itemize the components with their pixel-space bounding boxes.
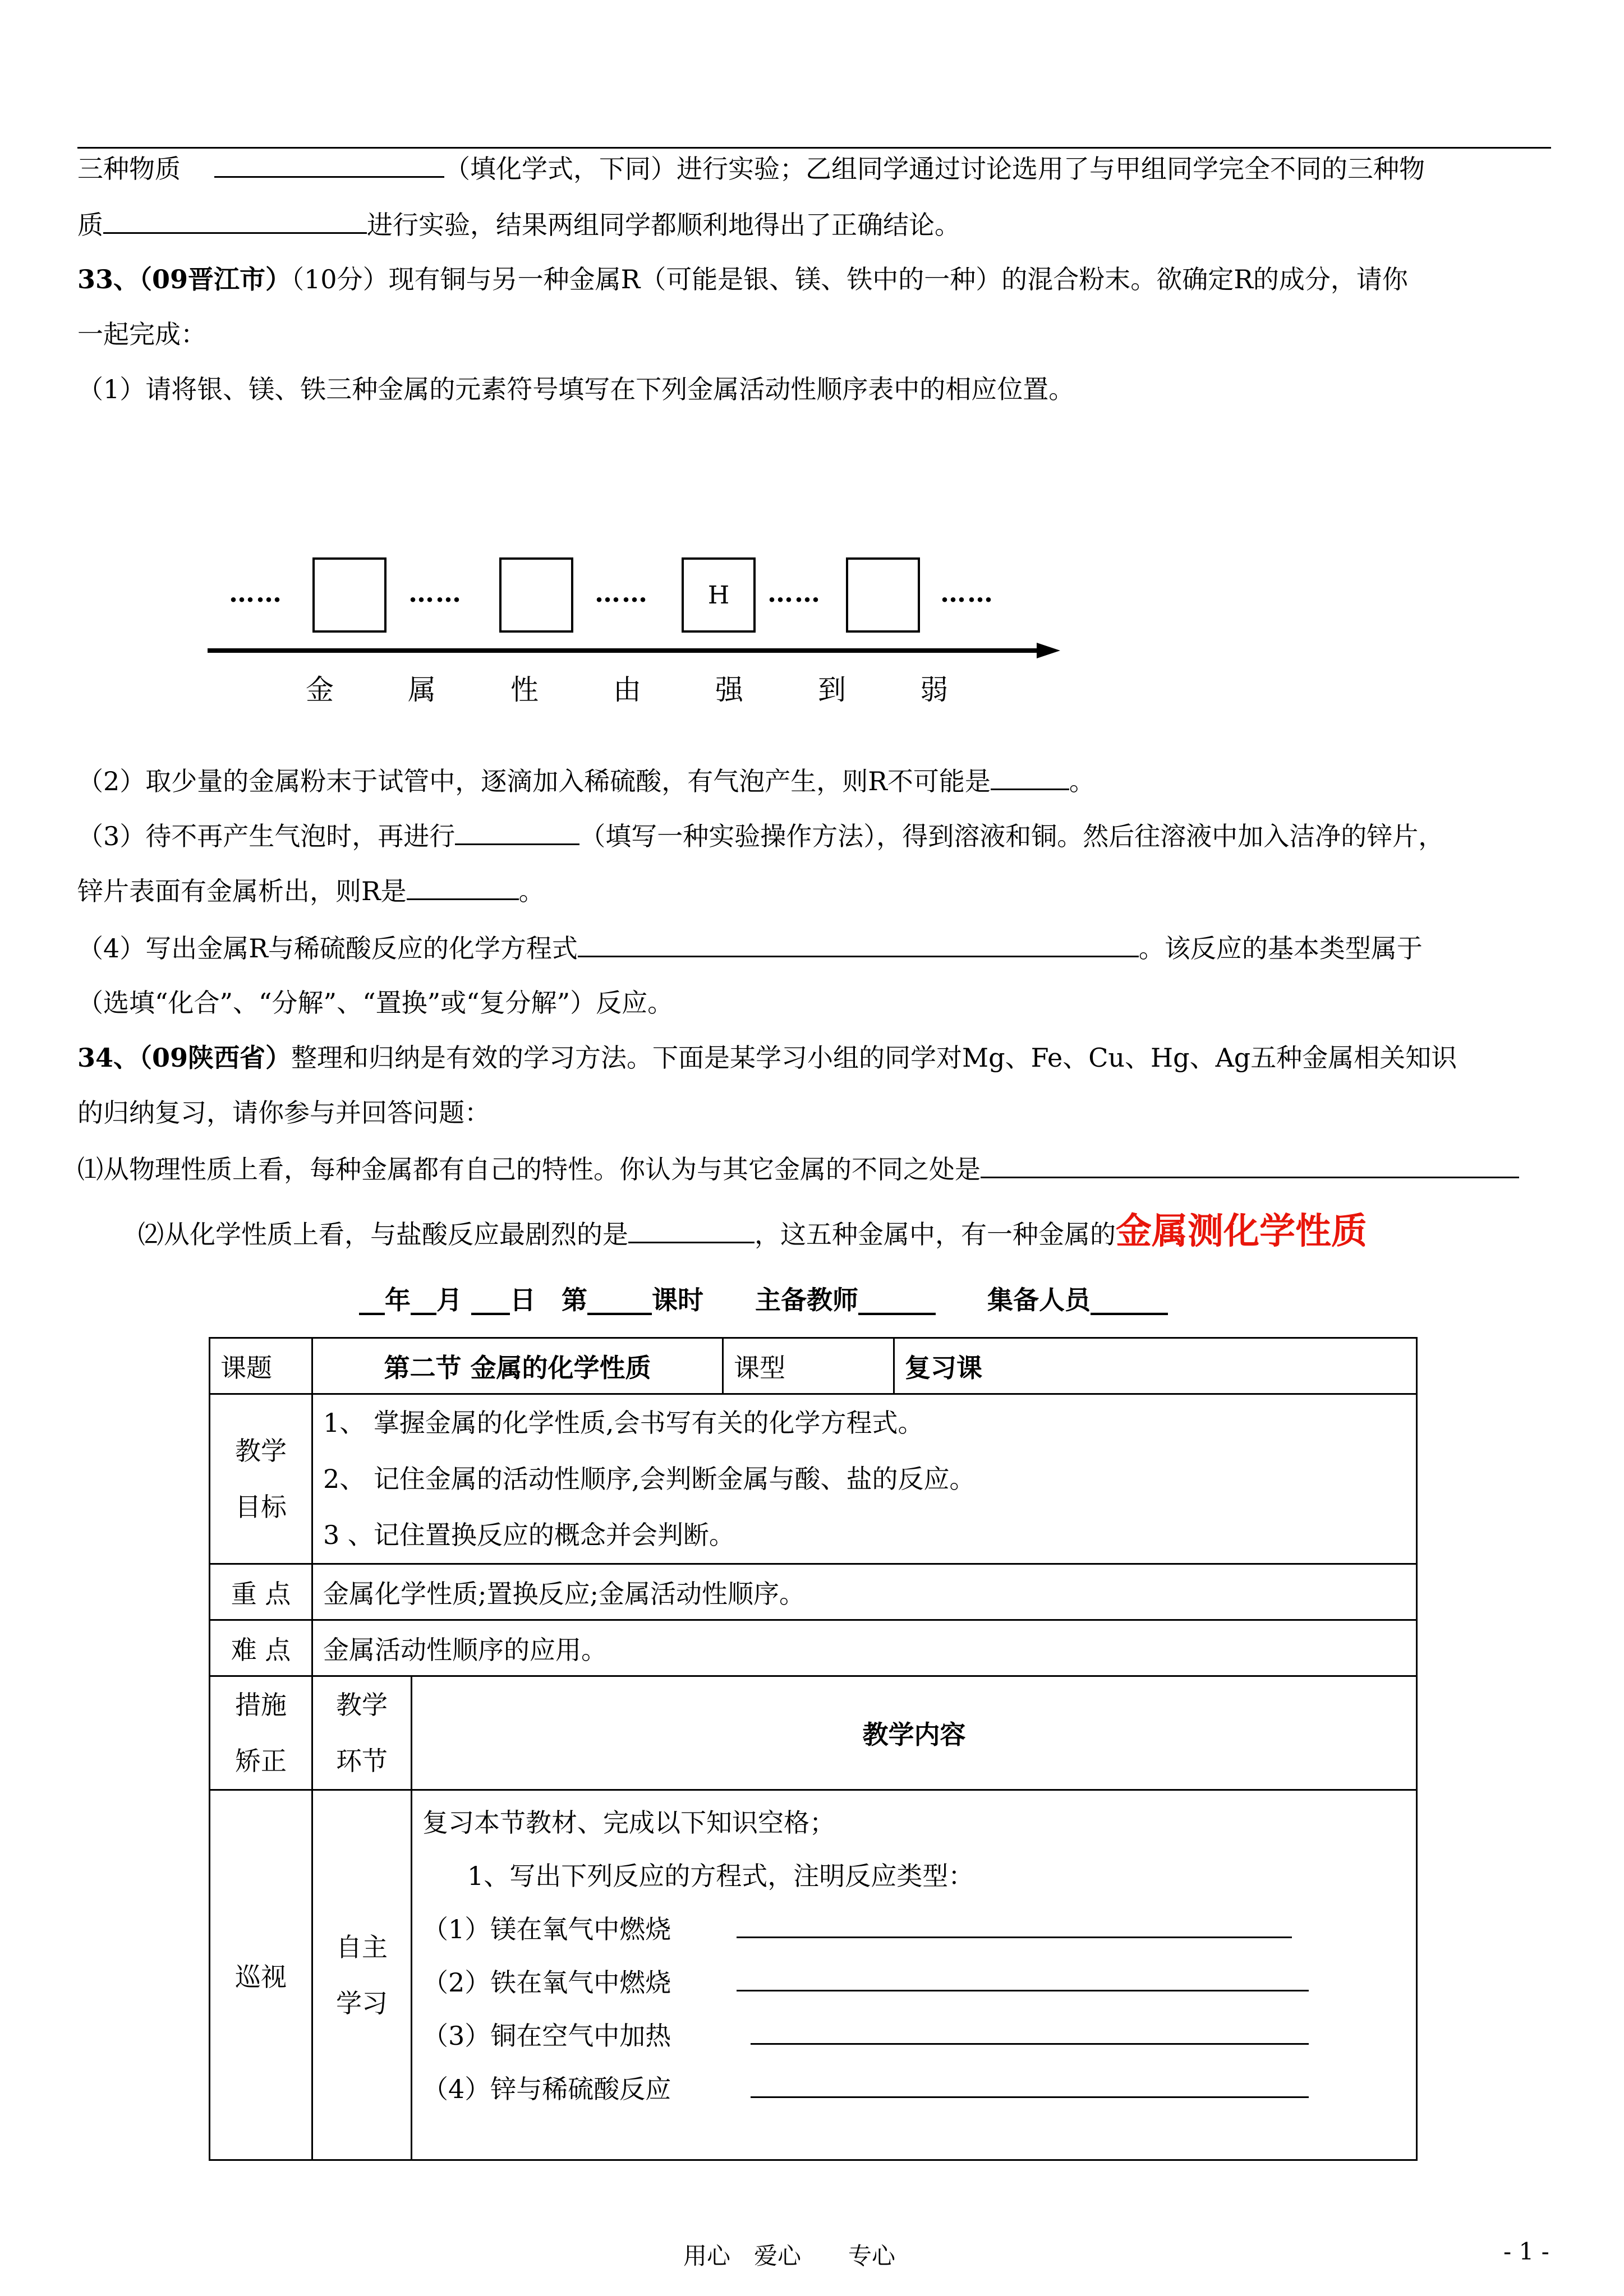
equation-blank[interactable] [737,1965,1309,1991]
q34-part2 [138,1211,1367,1252]
topic-label: 课题 [210,1338,312,1394]
text: （填化学式，下同）进行实验；乙组同学通过讨论选用了与甲组同学完全不同的三种物 [444,154,1425,184]
question-text: 。该反应的基本类型属于 [1138,933,1423,963]
label-line: 环节 [336,1746,388,1776]
lesson-plan-table [209,1337,1418,2161]
question-text: ，这五种金属中，有一种金属的 [755,1219,1116,1250]
question-text: （填写一种实验操作方法），得到溶液和铜。然后往溶液中加入洁净的锌片， [579,821,1444,851]
content-task: 1、写出下列反应的方程式，注明反应类型： [467,1861,974,1891]
continuation-line-2 [77,208,960,242]
lesson-date-line: __年__月 ___日 第_____课时 主备教师______ 集备人员______ [359,1285,1168,1315]
equation-blank[interactable] [751,2072,1309,2098]
reaction-row [422,1903,1406,1956]
axis-label-char: 属 [408,674,436,706]
reaction-row [422,1956,1406,2009]
ellipsis: …… [229,578,283,608]
q33-intro-line2: 一起完成： [77,319,206,349]
question-text: 锌片表面有金属析出，则R是 [77,876,407,906]
question-text: （4）写出金属R与稀硫酸反应的化学方程式 [77,933,578,963]
q33-part1: （1）请将银、镁、铁三种金属的元素符号填写在下列金属活动性顺序表中的相应位置。 [77,374,1075,404]
q33-part3 [77,819,1444,853]
ellipsis: …… [940,578,994,608]
label-line: 措施 [235,1690,287,1720]
ellipsis: …… [767,578,821,608]
goal-list [312,1394,1417,1564]
type-label: 课型 [723,1338,894,1394]
question-number: 34、 [77,1043,140,1073]
key-value: 金属化学性质;置换反应;金属活动性顺序。 [312,1564,1417,1620]
content-label: 教学内容 [412,1676,1417,1790]
answer-blank[interactable] [103,208,367,234]
difficulty-label: 难 点 [210,1620,312,1676]
self-study-content [412,1790,1417,2160]
question-number: 33、 [77,264,140,294]
question-text: ⑴从物理性质上看，每种金属都有自己的特性。你认为与其它金属的不同之处是 [77,1154,981,1184]
q34-intro-line2: 的归纳复习，请你参与并回答问题： [77,1098,490,1128]
row-self-study [210,1790,1417,2160]
text: 质 [77,210,103,240]
difficulty-value: 金属活动性顺序的应用。 [312,1620,1417,1676]
ellipsis: …… [408,578,462,608]
ellipsis: …… [595,578,648,608]
topic-value: 第二节 金属的化学性质 [312,1338,723,1394]
axis-label-char: 性 [510,674,539,706]
axis-label-char: 到 [818,674,846,706]
question-text: （3）待不再产生气泡时，再进行 [77,821,456,851]
lesson-title: 金属测化学性质 [1116,1211,1367,1252]
label-line: 自主 [336,1931,388,1962]
reaction-label: （2）铁在氧气中燃烧 [422,1967,671,1998]
label-line: 教学 [235,1436,287,1466]
answer-blank[interactable] [578,931,1139,957]
answer-blank[interactable] [991,764,1069,790]
q34-intro [77,1041,1457,1075]
label-line: 教学 [336,1690,388,1720]
row-content-header [210,1676,1417,1790]
question-source: （09陕西省） [139,1043,292,1073]
text: 三种物质 [77,154,181,184]
hydrogen-symbol: H [707,580,730,610]
question-text: （2）取少量的金属粉末于试管中，逐滴加入稀硫酸，有气泡产生，则R不可能是 [77,766,991,796]
question-text: 。 [1069,766,1095,796]
activity-axis-arrow [208,640,1066,663]
content-intro: 复习本节教材、完成以下知识空格； [422,1808,835,1838]
reaction-row [422,2063,1406,2116]
axis-label-char: 金 [306,674,334,706]
row-difficulty [210,1620,1417,1676]
measure-label [210,1676,312,1790]
header-rule [77,147,1551,149]
q33-intro [77,262,1408,296]
question-text: 。 [518,876,545,906]
patrol-label: 巡视 [210,1790,312,2160]
hydrogen-box [682,557,756,633]
answer-box-3[interactable] [846,557,920,633]
q34-part1 [77,1152,1519,1186]
q33-part4 [77,931,1423,965]
equation-blank[interactable] [751,2018,1309,2045]
axis-label-char: 弱 [920,674,948,706]
axis-label-char: 强 [715,674,743,706]
footer-motto: 用心 爱心 专心 [683,2242,896,2270]
self-study-label [312,1790,412,2160]
goal-item: 1、 掌握金属的化学性质,会书写有关的化学方程式。 [323,1408,924,1438]
q33-part4-line2: （选填“化合”、“分解”、“置换”或“复分解”）反应。 [77,988,674,1018]
answer-blank[interactable] [455,819,579,845]
answer-blank[interactable] [407,874,519,900]
answer-box-2[interactable] [499,557,573,633]
axis-label-char: 由 [613,674,641,706]
goal-label [210,1394,312,1564]
key-label: 重 点 [210,1564,312,1620]
question-source: （09晋江市） [139,264,292,294]
stage-label [312,1676,412,1790]
question-text: 整理和归纳是有效的学习方法。下面是某学习小组的同学对Mg、Fe、Cu、Hg、Ag五种金属相关知识 [291,1043,1457,1073]
label-line: 矫正 [235,1746,287,1776]
equation-blank[interactable] [737,1912,1292,1938]
answer-blank[interactable] [981,1152,1519,1178]
reaction-label: （3）铜在空气中加热 [422,2021,671,2051]
page-number: - 1 - [1503,2238,1549,2265]
reaction-label: （1）镁在氧气中燃烧 [422,1914,671,1944]
q33-part2 [77,764,1095,798]
type-value: 复习课 [894,1338,1417,1394]
question-text: （10分）现有铜与另一种金属R（可能是银、镁、铁中的一种）的混合粉末。欲确定R的成分，请你 [291,264,1408,294]
answer-blank[interactable] [628,1217,755,1243]
label-line: 目标 [235,1492,287,1522]
question-text: ⑵从化学性质上看，与盐酸反应最剧烈的是 [138,1219,628,1250]
goal-item: 3 、记住置换反应的概念并会判断。 [323,1520,735,1550]
goal-item: 2、 记住金属的活动性顺序,会判断金属与酸、盐的反应。 [323,1464,976,1494]
q33-part3-line2 [77,874,545,908]
row-goals [210,1394,1417,1564]
arrow-head-icon [1037,643,1060,658]
text: 进行实验，结果两组同学都顺利地得出了正确结论。 [367,210,960,240]
answer-box-1[interactable] [312,557,387,633]
label-line: 学习 [336,1988,388,2018]
row-key-points [210,1564,1417,1620]
row-topic [210,1338,1417,1394]
answer-blank[interactable] [214,151,444,178]
continuation-line-1 [77,151,1425,186]
reaction-row [422,2009,1406,2063]
reaction-label: （4）锌与稀硫酸反应 [422,2074,671,2104]
